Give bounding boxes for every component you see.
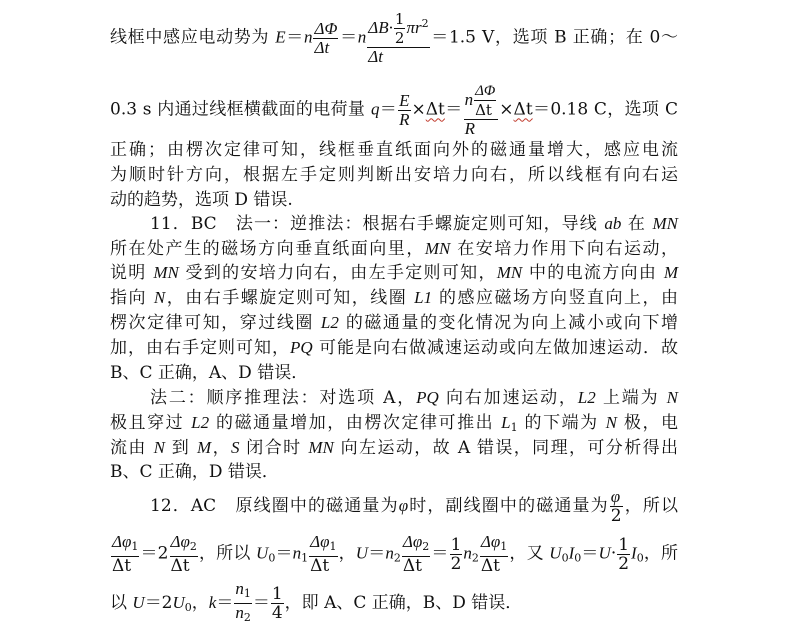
text: 的磁通量增加，由楞次定律可推出 xyxy=(209,413,502,433)
text: ，所以 xyxy=(198,543,257,564)
symbol: L2 xyxy=(577,388,596,407)
symbol: U xyxy=(132,593,145,612)
subscript: 1 xyxy=(301,551,309,565)
numerator xyxy=(170,533,198,557)
denominator: Δt xyxy=(170,556,190,576)
text-line: B、C 正确，A、D 错误． xyxy=(110,363,309,383)
text: Δφ xyxy=(112,532,132,551)
fraction xyxy=(450,536,463,573)
subscript: 2 xyxy=(243,611,251,624)
symbol: M xyxy=(663,263,679,282)
text: ＝2 xyxy=(144,593,173,613)
denominator: 2 xyxy=(394,29,405,47)
text: 的下端为 xyxy=(517,413,606,433)
text: 中的电流方向由 xyxy=(522,263,664,283)
fraction xyxy=(367,10,429,66)
text: 流由 xyxy=(110,438,154,458)
fraction xyxy=(610,488,623,525)
text: 闭合时 xyxy=(239,438,309,458)
symbol: n xyxy=(357,27,367,47)
text: ＝ xyxy=(379,99,398,120)
numerator xyxy=(402,533,430,557)
inner-fraction xyxy=(394,10,406,47)
text: ＝ xyxy=(444,99,463,120)
denominator: Δt xyxy=(112,556,132,576)
text-line xyxy=(150,214,678,234)
fraction xyxy=(313,20,338,57)
symbol: MN xyxy=(424,239,451,258)
fraction xyxy=(398,92,410,129)
numerator: E xyxy=(399,90,410,110)
formula-line xyxy=(110,533,678,575)
symbol: N xyxy=(153,438,165,457)
denominator: 2 xyxy=(618,553,630,574)
denominator: Δt xyxy=(475,101,492,119)
numerator: 1 xyxy=(394,10,405,28)
symbol: N xyxy=(666,388,678,407)
numerator xyxy=(234,580,252,604)
fraction xyxy=(617,536,630,573)
text: ， xyxy=(211,438,231,458)
subscript: 0 xyxy=(636,551,644,565)
text-line: 正确；由楞次定律可知，线框垂直纸面向外的磁通量增大，感应电流 xyxy=(110,140,678,160)
symbol: ab xyxy=(604,214,622,233)
text: 极且穿过 xyxy=(110,413,192,433)
text: 可能是向右做减速运动或向左做加速运动．故 xyxy=(312,338,679,358)
text-line: 动的趋势，选项 D 错误. xyxy=(110,190,293,210)
text: 楞次定律可知，穿过线圈 xyxy=(110,313,321,333)
numerator xyxy=(480,533,508,557)
text: 受到的安培力向右，由左手定则可知， xyxy=(178,263,497,283)
symbol: L2 xyxy=(320,313,339,332)
fraction xyxy=(309,533,337,575)
text: Δφ xyxy=(480,532,501,551)
subscript: 1 xyxy=(510,421,518,434)
symbol: M xyxy=(197,438,212,457)
text: Δt xyxy=(425,99,445,120)
symbol: MN xyxy=(496,263,523,282)
inner-fraction xyxy=(474,82,496,119)
symbol: n xyxy=(385,543,394,563)
text: ，由右手螺旋定则可知，线圈 xyxy=(165,288,415,308)
text: ＝ xyxy=(216,593,234,613)
denominator: Δt xyxy=(314,37,330,57)
symbol: L xyxy=(501,413,511,432)
subscript: 1 xyxy=(243,587,251,600)
symbol: L1 xyxy=(414,288,433,307)
numerator: 1 xyxy=(618,534,630,555)
text: × xyxy=(411,99,426,120)
text: ，又 xyxy=(509,543,550,564)
text: 0.3 s 内通过线框横截面的电荷量 xyxy=(110,99,371,120)
emf-line xyxy=(110,10,678,66)
denominator: R xyxy=(399,109,410,129)
text: ΔB· xyxy=(368,18,393,37)
text: · xyxy=(610,543,617,564)
text: Δt xyxy=(513,99,533,120)
denominator: 2 xyxy=(450,553,462,574)
superscript: 2 xyxy=(421,17,429,30)
subscript: 2 xyxy=(471,551,479,565)
text: n xyxy=(235,579,244,598)
fraction xyxy=(111,533,139,575)
symbol: MN xyxy=(153,263,179,282)
text: ＝ xyxy=(368,543,386,564)
subscript: 2 xyxy=(393,551,401,565)
symbol: U xyxy=(598,543,611,563)
subscript: 0 xyxy=(561,551,569,565)
text-line xyxy=(110,413,678,438)
numerator: ΔΦ xyxy=(314,18,338,38)
text: ＝0.18 C，选项 C xyxy=(532,99,678,120)
symbol: k xyxy=(208,593,217,612)
numerator xyxy=(111,533,139,557)
text: ＝ xyxy=(339,27,358,48)
text: 时，副线圈中的磁通量为 xyxy=(408,496,609,516)
text: Δφ xyxy=(170,532,190,551)
symbol: n xyxy=(292,543,302,563)
fraction xyxy=(402,533,430,575)
subscript: 1 xyxy=(329,540,337,553)
text: × xyxy=(499,99,514,120)
denominator: Δt xyxy=(310,556,330,576)
subscript: 0 xyxy=(574,551,582,565)
text: ＝ xyxy=(252,593,270,613)
denominator: R xyxy=(464,119,475,138)
text: 的磁通量的变化情况为向上减小或向下增 xyxy=(338,313,679,333)
text: ＝ xyxy=(431,543,449,564)
symbol: n xyxy=(463,543,472,563)
text: 极，电 xyxy=(616,413,679,433)
text: ， xyxy=(338,543,356,564)
subscript: 2 xyxy=(189,540,197,553)
symbol: MN xyxy=(652,214,678,233)
symbol: MN xyxy=(308,438,334,457)
text: ， xyxy=(191,593,209,613)
denominator: 2 xyxy=(610,506,622,526)
text-line xyxy=(150,488,678,525)
text-line xyxy=(110,263,678,283)
subscript: 0 xyxy=(184,601,192,614)
denominator: Δt xyxy=(480,556,500,576)
text-line: 为顺时针方向，根据左手定则判断出安培力向右，所以线框有向右运 xyxy=(110,165,678,185)
symbol: n xyxy=(464,90,474,109)
text: 上端为 xyxy=(595,388,667,408)
fraction xyxy=(480,533,508,575)
symbol: U xyxy=(549,543,562,563)
text: ＝ xyxy=(581,543,599,564)
numerator: φ xyxy=(610,488,623,507)
denominator xyxy=(234,604,252,627)
numerator xyxy=(367,10,429,48)
subscript: 0 xyxy=(268,551,276,565)
subscript: 2 xyxy=(422,540,430,553)
fraction xyxy=(271,585,284,622)
formula-line xyxy=(110,580,678,627)
text: 线框中感应电动势为 xyxy=(110,27,276,48)
symbol: q xyxy=(370,99,380,119)
text: ＝2 xyxy=(140,543,169,564)
text: 所在处产生的磁场方向垂直纸面向里， xyxy=(110,239,425,259)
symbol: I xyxy=(631,543,637,563)
text-line xyxy=(110,239,678,259)
symbol: L2 xyxy=(191,413,210,432)
text: ＝ xyxy=(285,27,304,48)
subscript: 1 xyxy=(131,540,139,553)
numerator xyxy=(464,82,499,120)
symbol: E xyxy=(275,27,286,47)
numerator xyxy=(309,533,337,557)
symbol: S xyxy=(230,438,240,457)
text: 向右加速运动， xyxy=(438,388,578,408)
text: Δφ xyxy=(402,532,423,551)
text-line xyxy=(110,338,678,358)
fraction xyxy=(170,533,198,575)
symbol: PQ xyxy=(289,338,313,357)
text: ，即 A、C 正确，B、D 错误． xyxy=(284,593,523,613)
text: 到 xyxy=(164,438,197,458)
text: ，所 xyxy=(643,543,679,564)
text: 加，由右手定则可知， xyxy=(110,338,290,358)
text-line xyxy=(150,388,678,408)
symbol: U xyxy=(355,543,369,563)
text: ＝1.5 V，选项 B 正确；在 0～ xyxy=(430,27,679,48)
symbol: U xyxy=(256,543,269,563)
text: 12．AC 原线圈中的磁通量为 xyxy=(150,496,399,516)
text: πr xyxy=(406,18,422,37)
text: n xyxy=(235,603,244,622)
symbol: N xyxy=(605,413,617,432)
text: 在安培力作用下向右运动， xyxy=(450,239,679,259)
text-line xyxy=(110,438,678,458)
numerator: 1 xyxy=(450,534,462,555)
text: ，所以 xyxy=(623,496,679,516)
symbol: φ xyxy=(398,496,409,515)
text-line xyxy=(110,288,678,308)
text: 以 xyxy=(110,593,133,613)
text: 在 xyxy=(621,214,653,234)
charge-line xyxy=(110,82,678,138)
text: 的感应磁场方向竖直向上，由 xyxy=(432,288,678,308)
numerator: ΔΦ xyxy=(475,83,496,99)
text: ＝ xyxy=(275,543,293,564)
text: Δφ xyxy=(310,532,330,551)
text-line: B、C 正确，D 错误． xyxy=(110,462,279,482)
text: 向左运动，故 A 错误，同理，可分析得出 xyxy=(333,438,679,458)
denominator: Δt xyxy=(368,47,383,66)
text: 说明 xyxy=(110,263,154,283)
text-line xyxy=(110,313,678,333)
symbol: PQ xyxy=(416,388,439,407)
subscript: 1 xyxy=(500,540,508,553)
numerator: 1 xyxy=(271,584,283,604)
symbol: N xyxy=(153,288,166,307)
symbol: U xyxy=(172,593,185,612)
denominator: Δt xyxy=(402,556,422,576)
text: 指向 xyxy=(110,288,154,308)
fraction xyxy=(464,82,499,138)
denominator: 4 xyxy=(271,603,283,623)
text: 法二：顺序推理法：对选项 A， xyxy=(150,388,417,408)
symbol: I xyxy=(568,543,575,563)
fraction xyxy=(234,580,252,627)
text: 11．BC 法一：逆推法：根据右手螺旋定则可知，导线 xyxy=(150,214,605,234)
symbol: n xyxy=(303,27,313,47)
